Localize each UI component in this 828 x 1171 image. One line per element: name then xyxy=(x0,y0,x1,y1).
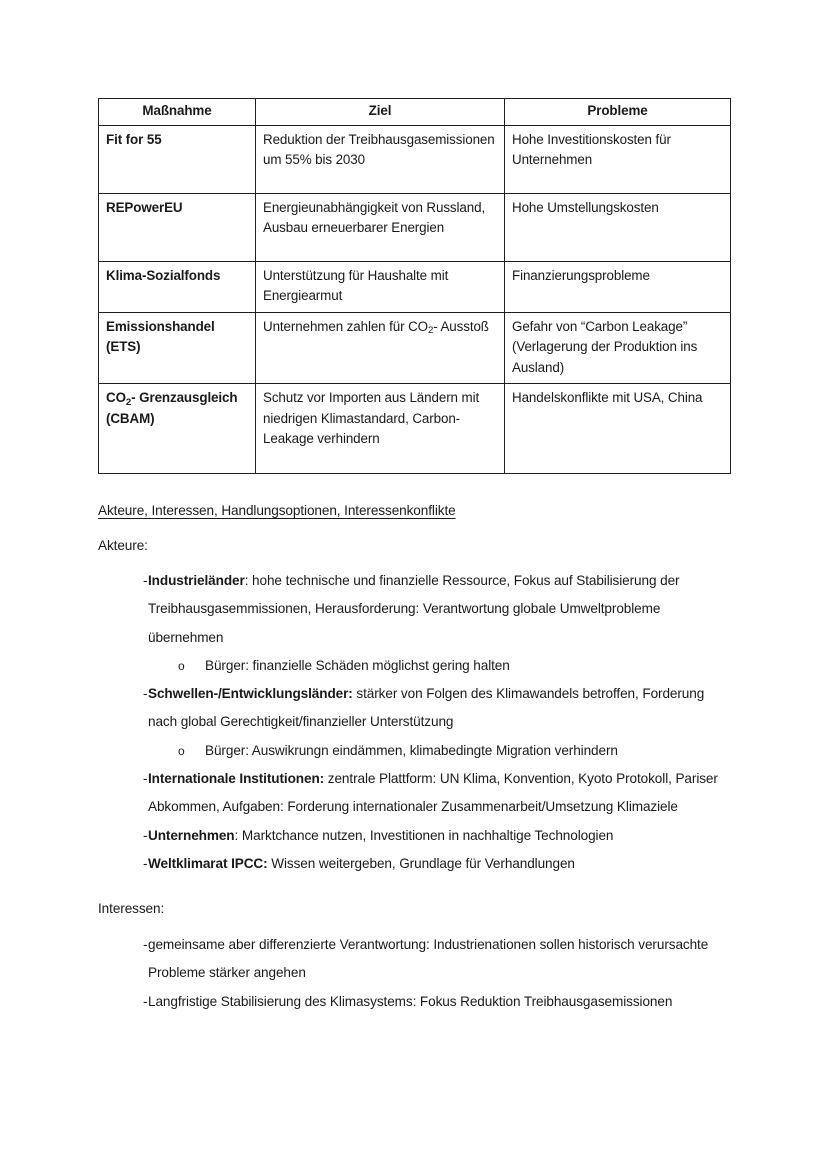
goal-text-cont: - Ausstoß xyxy=(433,318,489,334)
list-item-text: : Marktchance nutzen, Investitionen in nachhaltige Technologien xyxy=(234,827,614,843)
dash-bullet-icon: - xyxy=(143,937,148,952)
list-item-term: Unternehmen xyxy=(148,827,235,843)
circle-bullet-icon: o xyxy=(178,658,185,673)
measure-abbrev: (ETS) xyxy=(106,339,141,354)
table-row xyxy=(99,384,731,474)
cell-measure xyxy=(99,312,256,384)
list-item-text: stärker von Folgen des Klimawandels betroffen, Forderung nach global Gerechtigkeit/finanzieller Unterstützung xyxy=(148,686,705,730)
column-header-probleme: Probleme xyxy=(505,99,731,126)
dash-bullet-icon: - xyxy=(143,993,148,1009)
list-item-text: zentrale Plattform: UN Klima, Konvention, Kyoto Protokoll, Pariser Abkommen, Aufgaben: Forderung internationaler Zusammenarbeit/Umsetzung Klimaziele xyxy=(148,771,718,815)
list-item-text: Langfristige Stabilisierung des Klimasystems: Fokus Reduktion Treibhausgasemissionen xyxy=(148,993,673,1009)
table-row xyxy=(99,261,731,312)
list-item xyxy=(98,652,730,680)
cell-problem: Handelskonflikte mit USA, China xyxy=(505,384,731,474)
table-row xyxy=(99,125,731,193)
list-item xyxy=(98,737,730,765)
measure-text: Emissionshandel xyxy=(106,318,215,334)
list-item-term: Internationale Institutionen: xyxy=(148,771,325,787)
measure-text: CO xyxy=(106,390,126,405)
subscript: 2 xyxy=(427,325,434,337)
column-header-massnahme: Maßnahme xyxy=(99,99,256,126)
list-item-term: Weltklimarat IPCC: xyxy=(148,855,268,871)
dash-bullet-icon: - xyxy=(143,855,148,871)
list-item xyxy=(98,822,730,850)
list-item-term: Schwellen-/Entwicklungsländer: xyxy=(148,686,353,702)
list-item xyxy=(98,850,730,878)
table-header-row xyxy=(99,99,731,126)
interessen-label: Interessen: xyxy=(98,901,165,916)
dash-bullet-icon: - xyxy=(143,686,148,702)
list-item xyxy=(98,988,730,1016)
cell-goal xyxy=(256,312,505,384)
column-header-ziel: Ziel xyxy=(256,99,505,126)
measure-text-cont: - Grenzausgleich (CBAM) xyxy=(106,390,238,426)
dash-bullet-icon: - xyxy=(143,771,148,787)
goal-text: Unternehmen zahlen für CO xyxy=(263,318,428,334)
cell-problem: Hohe Investitionskosten für Unternehmen xyxy=(505,125,731,193)
akteure-label: Akteure: xyxy=(98,538,148,553)
cell-measure: REPowerEU xyxy=(99,193,256,261)
akteure-list xyxy=(98,567,730,878)
list-item xyxy=(98,567,730,652)
dash-bullet-icon: - xyxy=(143,573,148,588)
list-item xyxy=(98,931,730,988)
cell-goal: Schutz vor Importen aus Ländern mit niedrigen Klimastandard, Carbon-Leakage verhindern xyxy=(256,384,505,474)
list-item-text: gemeinsame aber differenzierte Verantwortung: Industrienationen sollen historisch verursachte Probleme stärker angehen xyxy=(148,937,709,981)
cell-measure xyxy=(99,384,256,474)
cell-measure: Fit for 55 xyxy=(99,125,256,193)
measures-table xyxy=(98,98,731,474)
interessen-list xyxy=(98,931,730,1016)
cell-problem: Hohe Umstellungskosten xyxy=(505,193,731,261)
cell-problem: Finanzierungsprobleme xyxy=(505,261,731,312)
section-heading: Akteure, Interessen, Handlungsoptionen, Interessenkonflikte xyxy=(98,503,456,518)
cell-measure: Klima-Sozialfonds xyxy=(99,261,256,312)
list-item xyxy=(98,680,730,737)
table-row xyxy=(99,193,731,261)
cell-problem: Gefahr von “Carbon Leakage” (Verlagerung der Produktion ins Ausland) xyxy=(505,312,731,384)
circle-bullet-icon: o xyxy=(178,743,185,758)
cell-goal: Energieunabhängigkeit von Russland, Ausbau erneuerbarer Energien xyxy=(256,193,505,261)
cell-goal: Unterstützung für Haushalte mit Energiearmut xyxy=(256,261,505,312)
cell-goal: Reduktion der Treibhausgasemissionen um 55% bis 2030 xyxy=(256,125,505,193)
subscript: 2 xyxy=(125,396,132,408)
list-item-text: Wissen weitergeben, Grundlage für Verhandlungen xyxy=(267,855,575,871)
list-item xyxy=(98,765,730,822)
list-item-term: Industrieländer xyxy=(148,573,245,588)
list-item-text: Bürger: finanzielle Schäden möglichst gering halten xyxy=(205,657,510,673)
list-item-text: : hohe technische und finanzielle Ressource, Fokus auf Stabilisierung der Treibhausgasemmissionen, Herausforderung: Verantwortung globale Umweltprobleme übernehmen xyxy=(148,573,680,645)
dash-bullet-icon: - xyxy=(143,827,148,843)
list-item-text: Bürger: Auswikrungn eindämmen, klimabedingte Migration verhindern xyxy=(205,742,618,758)
table-row xyxy=(99,312,731,384)
